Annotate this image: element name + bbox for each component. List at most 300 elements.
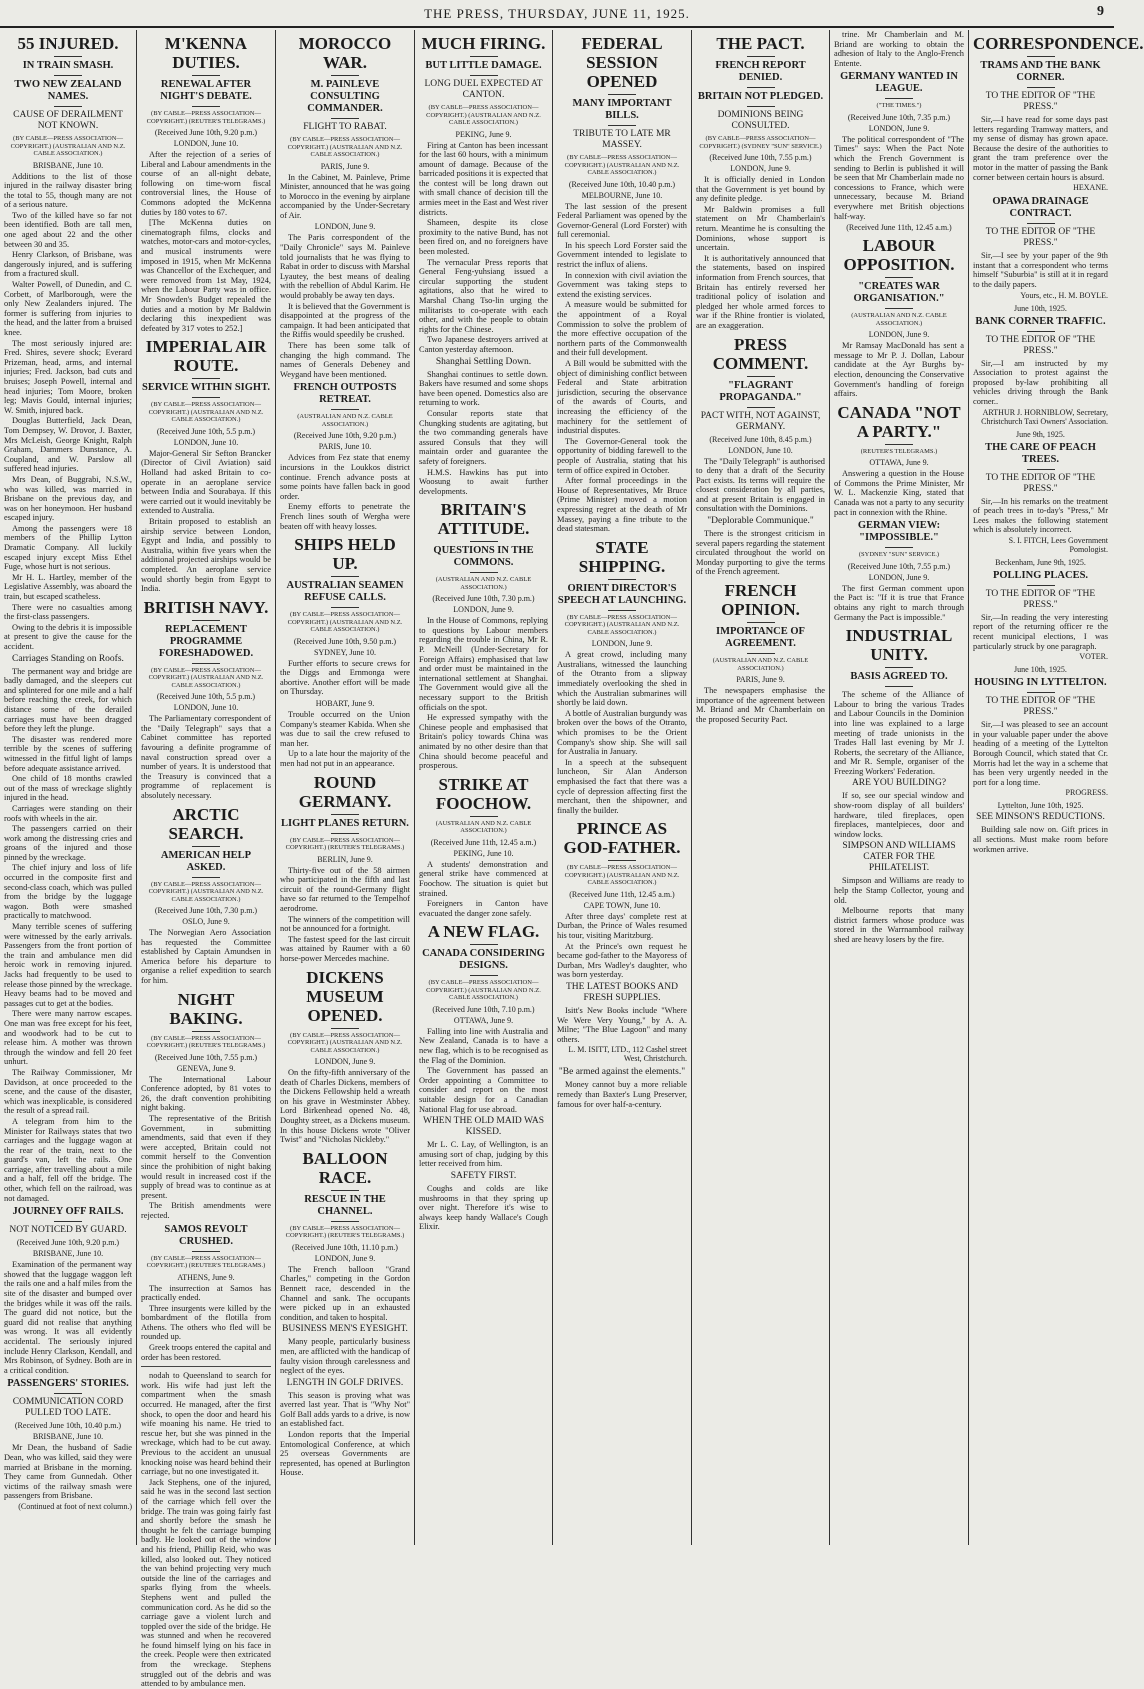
section-heading: Carriages Standing on Roofs.: [12, 653, 124, 664]
rule-dash: [470, 816, 498, 817]
cable-credit: (BY CABLE—PRESS ASSOCIATION—COPYRIGHT.) (AUSTRALIAN AND N.Z. CABLE ASSOCIATION.): [564, 864, 680, 887]
rule-dash: [1027, 223, 1055, 224]
dateline: BRISBANE, June 10.: [32, 1249, 104, 1259]
headline: CANADA "NOT A PARTY.": [837, 402, 961, 441]
paragraph: There were no casualties among the first-class passengers.: [4, 602, 132, 622]
column-6: [696, 30, 825, 1545]
paragraph: In the House of Commons, replying to questions by Labour members regarding the trouble in China, Mr R. P. McNeill (Under-Secretary for Foreign Affairs) emphasised that law and order must be maintained in the international settlement at Shanghai. The Government would give all the necessary support to the British officials on the spot.: [419, 616, 548, 712]
headline: BRITISH NAVY.: [143, 597, 269, 617]
rule-dash: [192, 620, 220, 621]
rule-dash: [192, 877, 220, 878]
cable-credit: (BY CABLE—PRESS ASSOCIATION—COPYRIGHT.) (AUSTRALIAN AND N.Z. CABLE ASSOCIATION.): [10, 135, 126, 157]
cable-credit: (BY CABLE—PRESS ASSOCIATION—COPYRIGHT.) (AUSTRALIAN AND N.Z. CABLE ASSOCIATION.): [287, 136, 403, 158]
headline: LABOUR OPPOSITION.: [843, 236, 955, 275]
paragraph: The political correspondent of "The Times" says: When the Pact Note which the French Government is sending to Berlin is published it will be seen that Mr Chamberlain made no concessions to France, which were unnecessary, because M. Briand everywhere met British objections half-way.: [834, 134, 964, 221]
paragraph: Major-General Sir Sefton Brancker (Director of Civil Aviation) said Holland had asked Britain to co-operate in an aeroplane service between India and Sourabaya. If this were carried out it would inevitably be extended to Australia.: [141, 448, 271, 516]
signature: S. I. FITCH, Lees Government Pomologist.: [1008, 535, 1108, 554]
dateline: LONDON, June 9.: [868, 123, 930, 133]
dateline: BRISBANE, June 10.: [32, 1432, 104, 1442]
cable-credit: (AUSTRALIAN AND N.Z. CABLE ASSOCIATION.): [297, 413, 393, 428]
cable-credit: (BY CABLE—PRESS ASSOCIATION—COPYRIGHT.) (REUTER'S TELEGRAMS.): [285, 1224, 405, 1240]
paragraph: [The McKenna duties on cinematograph films, clocks and watches, motor-cars and motor-cycles, and musical instruments were imposed in 1915, when Mr McKenna was Chancellor of the Exchequer, and were removed from 1st May, 1924, when the Labour Party was in office. Mr Snowden's Budget repealed the duties and a motion by Mr Baldwin declaring this inexpedient was defeated by 317 votes to 252.]: [141, 218, 271, 333]
section-heading: BUSINESS MEN'S EYESIGHT.: [282, 1324, 408, 1335]
paragraph: Two of the killed have so far not been identified. Both are tall men, one aged about 22 and the other between 30 and 35.: [4, 210, 132, 249]
paragraph: In connexion with civil aviation the Government was taking steps to extend the existing services.: [557, 270, 687, 299]
dateline: LONDON, June 9.: [314, 1253, 376, 1263]
received-time: (Received June 10th, 10.40 p.m.): [568, 179, 676, 189]
paragraph: Britain proposed to establish an airship service between London, Egypt and India, and possibly to Australia, within five years when the additional projected airships would be completed. An aeroplane service would shortly begin from Egypt to India.: [141, 516, 271, 594]
section-heading: PACT WITH, NOT AGAINST, GERMANY.: [700, 410, 821, 432]
subheadline: REPLACEMENT PROGRAMME FORESHADOWED.: [158, 623, 254, 659]
rule-dash: [331, 576, 359, 577]
column-rule: [136, 30, 137, 1545]
rule-dash: [331, 409, 359, 410]
subheadline: BUT LITTLE DAMAGE.: [425, 60, 542, 71]
subheadline: OPAWA DRAINAGE CONTRACT.: [992, 196, 1089, 220]
rule-dash: [1027, 692, 1055, 693]
headline: FRENCH OPINION.: [721, 581, 800, 620]
rule-dash: [54, 75, 82, 76]
paragraph: The representative of the British Government, in submitting amendments, said that even if they were accepted, Britain could not commit herself to the Convention since the prohibition of night baking would result in increased cost if the supply of bread was to continue as at present.: [141, 1113, 271, 1200]
received-time: (Received June 10th, 5.5 p.m.): [156, 692, 256, 702]
paragraph: There has been some talk of changing the high command. The names of Generals Debeney and Weygand have been mentioned.: [280, 341, 410, 379]
column-8: [973, 30, 1144, 1545]
headline: MUCH FIRING.: [421, 34, 546, 53]
paragraph: A measure would be submitted for the appointment of a Royal Commission to solve the problem of the more effective occupation of the northern parts of the Commonwealth and their full development.: [557, 300, 687, 358]
dateline: OTTAWA, June 9.: [869, 458, 929, 468]
rule-dash: [192, 846, 220, 847]
headline: SHIPS HELD UP.: [294, 535, 396, 574]
paragraph: Mr Ramsay MacDonald has sent a message to Mr P. J. Dollan, Labour candidate at the Ayr Burghs by-election, denouncing the Conservative Government's handling of foreign affairs.: [834, 341, 964, 399]
headline: BRITAIN'S ATTITUDE.: [437, 500, 530, 539]
dateline: LONDON, June 10.: [173, 437, 239, 447]
rule-dash: [331, 814, 359, 815]
rule-dash: [192, 1251, 220, 1252]
dateline: LONDON, June 9.: [453, 605, 514, 615]
headline: IMPERIAL AIR ROUTE.: [145, 337, 267, 376]
subheadline: BANK CORNER TRAFFIC.: [975, 315, 1106, 327]
received-time: (Received June 10th, 8.45 p.m.): [709, 434, 812, 444]
cable-credit: (BY CABLE—PRESS ASSOCIATION—COPYRIGHT.) (AUSTRALIAN AND N.Z. CABLE ASSOCIATION.): [426, 104, 541, 126]
section-heading: SEE MINSON'S REDUCTIONS.: [976, 812, 1105, 823]
dateline: LONDON, June 9.: [730, 164, 791, 173]
cable-credit: (REUTER'S TELEGRAMS.): [860, 447, 938, 455]
paragraph: There were many narrow escapes. One man was free except for his feet, and woodwork had to be cut to release him. A mother was thrown through the window and fell 20 feet unhurt.: [4, 1009, 132, 1067]
section-heading: FLIGHT TO RABAT.: [303, 122, 387, 132]
rule-dash: [885, 667, 913, 668]
paragraph: Two Japanese destroyers arrived at Canton yesterday afternoon.: [419, 335, 548, 354]
paragraph: Sir,—I see by your paper of the 9th instant that a correspondent who terms himself "Suburbia" is still at it in regard to the daily papers.: [973, 251, 1108, 289]
rule-dash: [470, 944, 498, 945]
column-7: [834, 30, 964, 1545]
paragraph: Trouble occurred on the Union Company's steamer Kabida. When she was due to sail the crew refused to man her.: [280, 710, 410, 748]
rule-dash: [470, 56, 498, 57]
headline: NIGHT BAKING.: [169, 989, 243, 1028]
paragraph: London reports that the Imperial Entomological Conference, at which 25 overseas Governments are represented, has opened at Burlington House.: [280, 1430, 410, 1478]
headline: PRINCE AS GOD-FATHER.: [563, 819, 681, 858]
dateline: GENEVA, June 9.: [176, 1063, 236, 1073]
received-time: (Received June 10th, 7.55 p.m.): [709, 153, 812, 162]
headline: M'KENNA DUTIES.: [164, 34, 248, 72]
subheadline: THE CARE OF PEACH TREES.: [985, 441, 1096, 465]
signature: ARTHUR J. HORNIBLOW, Secretary, Christchurch Taxi Owners' Association.: [981, 407, 1108, 426]
received-time: Beckenham, June 9th, 1925.: [995, 557, 1086, 567]
cable-credit: (BY CABLE—PRESS ASSOCIATION—COPYRIGHT.) (SYDNEY "SUN" SERVICE.): [699, 135, 822, 150]
rule-dash: [747, 407, 775, 408]
cable-credit: (AUSTRALIAN AND N.Z. CABLE ASSOCIATION.): [435, 576, 532, 591]
paragraph: The newspapers emphasise the importance of the agreement between M. Briand and Mr Chamberlain on the proposed Security Pact.: [696, 686, 825, 724]
paragraph: After three days' complete rest at Durban, the Prince of Wales resumed his tour, visiting Maritzburg.: [557, 911, 687, 940]
headline: MOROCCO WAR.: [298, 34, 392, 72]
masthead: [0, 0, 1114, 28]
paragraph: Walter Powell, of Dunedin, and C. Corbett, of Marlborough, were the only New Zealanders injured. The former is suffering from injuries to the head, and the latter from a bruised knee.: [4, 280, 132, 337]
paragraph: It is believed that the Government is disappointed at the progress of the campaign. It had been anticipated that the Riffis would speedily be crushed.: [280, 301, 410, 340]
section-heading: NOT NOTICED BY GUARD.: [9, 1225, 127, 1236]
headline: PRESS COMMENT.: [712, 334, 809, 373]
paragraph: The last session of the present Federal Parliament was opened by the Governor-General (Lord Forster) with full ceremonial.: [557, 201, 687, 240]
paragraph: After the rejection of a series of Liberal and Labour amendments in the course of an all-night debate, following on time-worn fiscal controversial lines, the House of Commons adopted the McKenna duties by 180 votes to 67.: [141, 150, 272, 217]
subheadline: CANADA CONSIDERING DESIGNS.: [422, 948, 545, 972]
rule-dash: [608, 860, 636, 861]
paragraph: The insurrection at Samos has practically ended.: [141, 1283, 271, 1303]
paragraph: Answering a question in the House of Commons the Prime Minister, Mr W. L. Mackenzie King, stated that Canada was not a party to any security pact in connexion with the Rhine.: [834, 469, 964, 517]
paragraph: Three insurgents were killed by the bombardment of the flotilla from Athens. The others who fled will be rounded up.: [141, 1303, 271, 1342]
section-heading: "Be armed against the elements.": [558, 1067, 686, 1078]
section-heading: TO THE EDITOR OF "THE PRESS.": [985, 472, 1096, 494]
dateline: PARIS, June 10.: [318, 442, 372, 452]
rule-dash: [885, 308, 913, 309]
paragraph: H.M.S. Hawkins has put into Woosung to await further developments.: [419, 467, 548, 496]
rule-dash: [747, 87, 775, 88]
paragraph: Mrs Dean, of Buggrabi, N.S.W., who was killed, was married in Brisbane on the previous day, and was on her honeymoon. Her husband escaped injury.: [4, 474, 132, 523]
dateline: PEKING, June 9.: [455, 129, 512, 139]
paragraph: Examination of the permanent way showed that the luggage waggon left the rails one and a half miles from the site of the disaster and bumped over the bridges while it was off the rails. The guard did not notice, but the guard did not realise that anything was wrong. It was all evidently accidental. The seriously injured include Henry Clarkson, Kendall, and Mrs Robinson, of Sydney. Both are in a critical condition.: [4, 1260, 132, 1375]
subheadline: FRENCH OUTPOSTS RETREAT.: [293, 382, 397, 406]
signature: VOTER.: [1079, 652, 1108, 662]
subheadline: POLLING PLACES.: [992, 569, 1089, 581]
rule-dash: [192, 75, 220, 76]
paragraph: It is officially denied in London that the Government is yet bound by any definite pledge.: [696, 175, 825, 204]
received-time: (Received June 10th, 7.55 p.m.): [847, 561, 951, 571]
column-3: [280, 30, 410, 1545]
headline: DICKENS MUSEUM OPENED.: [306, 967, 384, 1025]
paragraph: Consular reports state that Chungking students are agitating, but the two commanding generals have assured Consuls that they will maintain order and guarantee the safety of foreigners.: [419, 408, 548, 466]
masthead-title: THE PRESS, THURSDAY, JUNE 11, 1925.: [424, 6, 690, 21]
cable-credit: (BY CABLE—PRESS ASSOCIATION—COPYRIGHT.) (AUSTRALIAN AND N.Z. CABLE ASSOCIATION.): [426, 979, 541, 1002]
paragraph: Additions to the list of those injured in the railway disaster bring the total to 55, though many are not of a serious nature.: [4, 171, 132, 210]
dateline: LONDON, June 9.: [868, 572, 930, 582]
dateline: CAPE TOWN, June 10.: [583, 900, 661, 910]
dateline: ATHENS, June 9.: [177, 1272, 235, 1282]
rule-dash: [747, 653, 775, 654]
rule-dash: [885, 98, 913, 99]
rule-dash: [747, 622, 775, 623]
cable-credit: (BY CABLE—PRESS ASSOCIATION—COPYRIGHT.) (AUSTRALIAN AND N.Z. CABLE ASSOCIATION.): [148, 880, 264, 903]
received-time: June 9th, 1925.: [1016, 429, 1065, 439]
cable-credit: (BY CABLE—PRESS ASSOCIATION—COPYRIGHT.) (AUSTRALIAN AND N.Z. CABLE ASSOCIATION.): [564, 613, 680, 636]
rule-dash: [470, 572, 498, 573]
rule-dash: [331, 1221, 359, 1222]
paragraph: This season is proving what was averred last year. That is "Why Not" Golf Ball adds yards to a drive, is now an established fact.: [280, 1390, 410, 1429]
subheadline: BRITAIN NOT PLEDGED.: [697, 91, 824, 102]
column-5: [557, 30, 687, 1545]
received-time: (Received June 10th, 7.30 p.m.): [154, 906, 258, 916]
subheadline: JOURNEY OFF RAILS.: [12, 1206, 124, 1218]
paragraph: At the Prince's own request he became god-father to the Mayoress of Durban, Mrs Wadley's daughter, who was born yesterday.: [557, 941, 687, 980]
headline: STRIKE AT FOOCHOW.: [435, 774, 532, 813]
page-number: 9: [1097, 4, 1104, 19]
paragraph: Further efforts to secure crews for the Diggs and Ernmonga were abortive. Another effort will be made on Thursday.: [280, 658, 410, 697]
dateline: MELBOURNE, June 10.: [581, 190, 663, 200]
cable-credit: (SYDNEY "SUN" SERVICE.): [858, 551, 940, 559]
paragraph: He expressed sympathy with the Chinese people and emphasised that Britain's policy towards China was animated by no other desire than that China should become peaceful and prosperous.: [419, 713, 548, 771]
section-heading: LENGTH IN GOLF DRIVES.: [286, 1377, 404, 1388]
paragraph: The French balloon "Grand Charles," competing in the Gordon Bennett race, descended in the Channel and sank. The occupants were picked up in an exhausted condition, and taken to hospital.: [280, 1264, 410, 1322]
section-heading: SAFETY FIRST.: [450, 1170, 517, 1181]
paragraph: Sir,—I was pleased to see an account in your valuable paper under the above heading of a meeting of the Lyttelton Borough Council, which stated that Cr. Morris had let the way in a scheme that has been very urgently needed in the port for a long time.: [973, 720, 1108, 787]
cable-credit: (AUSTRALIAN AND N.Z. CABLE ASSOCIATION.): [851, 312, 947, 327]
received-time: (Received June 10th, 10.40 p.m.): [14, 1421, 122, 1431]
rule-dash: [54, 56, 82, 57]
subheadline: TRAMS AND THE BANK CORNER.: [980, 60, 1101, 83]
rule-dash: [885, 547, 913, 548]
section-heading: TO THE EDITOR OF "THE PRESS.": [985, 588, 1096, 610]
paragraph: The most seriously injured are: Fred. Shires, severe shock; Everard Prizeman, head, arms, and internal injuries; Fred. Jackson, bad cuts and bruises; Joseph Powell, internal and head injuries; Tom Moore, broken leg; Mavis Gould, internal injuries; W. Smith, injured back.: [4, 338, 132, 415]
column-4: [419, 30, 548, 1545]
paragraph: Carriages were standing on their roofs with wheels in the air.: [4, 803, 132, 823]
rule-dash: [192, 378, 220, 379]
rule-dash: [54, 1221, 82, 1222]
headline: ARCTIC SEARCH.: [168, 804, 244, 843]
received-time: (Received June 11th, 12.45 a.m.): [569, 889, 675, 899]
paragraph: Money cannot buy a more reliable remedy than Baxter's Lung Preserver, famous for over half-a-century.: [557, 1080, 687, 1109]
paragraph: Enemy efforts to penetrate the French lines south of Wergha were beaten off with heavy losses.: [280, 502, 410, 531]
column-rule: [275, 30, 276, 1545]
cable-credit: (BY CABLE—PRESS ASSOCIATION—COPYRIGHT.) (AUSTRALIAN AND N.Z. CABLE ASSOCIATION.): [148, 666, 264, 689]
paragraph: The Railway Commissioner, Mr Davidson, at once proceeded to the scene, and the cause of the disaster, which was inexplicable, is considered the result of a spread rail.: [4, 1067, 132, 1116]
rule-dash: [192, 106, 220, 107]
received-time: (Received June 10th, 9.20 p.m.): [154, 128, 258, 137]
rule-dash: [1027, 87, 1055, 88]
paragraph: A students' demonstration and general strike have commenced at Foochow. The situation is quiet but strained.: [419, 859, 548, 898]
paragraph: Simpson and Williams are ready to help the Stamp Collector, young and old.: [834, 876, 964, 905]
dateline: PARIS, June 9.: [320, 161, 370, 171]
headline: THE PACT.: [716, 34, 805, 53]
paragraph: The International Labour Conference adopted, by 81 votes to 26, the draft convention prohibiting night baking.: [141, 1074, 271, 1113]
column-rule: [691, 30, 692, 1545]
section-heading: WHEN THE OLD MAID WAS KISSED.: [422, 1116, 545, 1138]
paragraph: In his speech Lord Forster said the Government intended to legislate to restrict the influx of aliens.: [557, 240, 687, 270]
subheadline: IMPORTANCE OF AGREEMENT.: [716, 626, 805, 650]
rule-dash: [331, 75, 359, 76]
paragraph: A telegram from him to the Minister for Railways states that two carriages and the luggage wagon at the rear of the train, next to the guard's van, left the rails. One carriage, after travelling about a mile and a half, fell off the bridge. The other, which fell on the railroad, was not damaged.: [4, 1116, 132, 1203]
subheadline: GERMAN VIEW: "IMPOSSIBLE.": [857, 520, 941, 544]
rule-dash: [1027, 469, 1055, 470]
headline: FEDERAL SESSION OPENED: [581, 34, 663, 91]
section-heading: Shanghai Settling Down.: [435, 356, 532, 367]
received-time: (Received June 11th, 12.45 a.m.): [846, 223, 952, 233]
received-time: (Received June 11th, 12.45 a.m.): [430, 837, 537, 847]
subheadline: AMERICAN HELP ASKED.: [160, 849, 252, 873]
rule-dash: [1027, 331, 1055, 332]
column-2: [141, 30, 272, 1689]
paragraph: Mr L. C. Lay, of Wellington, is an amusing sort of chap, judging by this letter received from him.: [419, 1140, 548, 1169]
paragraph: The "Daily Telegraph" is authorised to deny that a draft of the Security Pact exists. Its terms will require the closest consideration by all parties, and at present Britain is engaged in consultation with the Dominions.: [696, 456, 825, 514]
subheadline: "FLAGRANT PROPAGANDA.": [719, 379, 802, 403]
section-heading: TO THE EDITOR OF "THE PRESS.": [985, 334, 1096, 356]
headline: ROUND GERMANY.: [298, 772, 392, 811]
subheadline: ORIENT DIRECTOR'S SPEECH AT LAUNCHING.: [557, 582, 687, 606]
cable-credit: (BY CABLE—PRESS ASSOCIATION—COPYRIGHT.) (REUTER'S TELEGRAMS.): [146, 1034, 266, 1050]
paragraph: A bottle of Australian burgundy was broken over the bows of the Otranto, which promises to be the Orient Company's show ship. She will sail for Australia in January.: [557, 708, 687, 757]
subheadline: SERVICE WITHIN SIGHT.: [142, 382, 270, 394]
subheadline: RESCUE IN THE CHANNEL.: [304, 1193, 386, 1217]
dateline: LONDON, June 9.: [314, 222, 376, 232]
subheadline: IN TRAIN SMASH.: [22, 60, 114, 71]
cable-credit: ("THE TIMES."): [876, 102, 922, 110]
subheadline: QUESTIONS IN THE COMMONS.: [433, 545, 534, 569]
dateline: LONDON, June 10.: [728, 445, 793, 455]
subheadline: BASIS AGREED TO.: [850, 671, 948, 683]
section-heading: "Deplorable Communique.": [707, 516, 814, 527]
paragraph: Many terrible scenes of suffering were witnessed by the early arrivals. Passengers from the front portion of the train and ambulance men did heroic work in removing injured. Jacks had frequently to be used to release those pinned by the wreckage. Heavy beams had to be moved and passages cut to get at the bodies.: [4, 922, 132, 1008]
paragraph: Sir,—I am instructed by my Association to protest against the proposed by-law prohibiting all vehicles driving through the Bank corner..: [973, 358, 1108, 406]
rule-dash: [885, 686, 913, 687]
signature: L. M. ISITT, LTD., 112 Cashel street West, Christchurch.: [568, 1045, 687, 1064]
rule-dash: [608, 610, 636, 611]
cable-credit: (BY CABLE—PRESS ASSOCIATION—COPYRIGHT.) (AUSTRALIAN AND N.Z. CABLE ASSOCIATION.): [564, 154, 680, 176]
paragraph: The passengers carried on their work among the distressing cries and groans of the injured and those pinned by the wreckage.: [4, 824, 132, 862]
cable-credit: (AUSTRALIAN AND N.Z. CABLE ASSOCIATION.): [435, 819, 532, 835]
paragraph: Sir,—I have read for some days past letters regarding Tramway matters, and my sense of dismay has grown apace. Because the desire of the authorities to grant the tram preference over the motor in the matter of passing the Bank corner between certain hours is absurd.: [973, 115, 1108, 182]
paragraph: Up to a late hour the majority of the men had not put in an appearance.: [280, 749, 410, 768]
paragraph: Mr Baldwin promises a full statement on Mr Chamberlain's return. Meantime he is consulting the Dominions, whose support is uncertain.: [696, 204, 825, 253]
received-time: (Received June 10th, 7.55 p.m.): [154, 1052, 258, 1062]
paragraph: The British amendments were rejected.: [141, 1201, 271, 1220]
paragraph: The chief injury and loss of life occurred in the composite first and second-class coach, which was pulled from the bridge by the luggage wagon. Both were smashed practically to matchwood.: [4, 863, 132, 921]
section-heading: LONG DUEL EXPECTED AT CANTON.: [424, 79, 543, 100]
rule-dash: [54, 1393, 82, 1394]
received-time: (Received June 10th, 7.10 p.m.): [432, 1004, 535, 1014]
column-rule: [829, 30, 830, 1545]
column-1: [4, 30, 132, 1545]
paragraph: The Norwegian Aero Association has requested the Committee established by Captain Amundsen in America before his departure to organise a relief expedition to search for him.: [141, 928, 271, 985]
headline: STATE SHIPPING.: [578, 537, 666, 576]
rule-dash: [331, 1028, 359, 1029]
section-heading: SIMPSON AND WILLIAMS CATER FOR THE PHILATELIST.: [842, 841, 956, 874]
rule-dash: [470, 541, 498, 542]
paragraph: The vernacular Press reports that General Feng-yuhsiang issued a circular supporting the student agitations, also that he wired to Marshal Chang Tso-lin urging the militarists to co-operate with each other, and with the people to obtain rights for the Chinese.: [419, 257, 548, 334]
dateline: LONDON, June 9.: [314, 1057, 376, 1066]
paragraph: The fastest speed for the last circuit was attained by Raumer with a 60 horse-power Mercedes machine.: [280, 934, 410, 963]
section-heading: CAUSE OF DERAILMENT NOT KNOWN.: [13, 110, 123, 131]
cable-credit: (BY CABLE—PRESS ASSOCIATION—COPYRIGHT.) (REUTER'S TELEGRAMS.): [146, 1254, 266, 1269]
dateline: PEKING, June 10.: [453, 848, 514, 858]
rule-dash: [192, 1031, 220, 1032]
paragraph: There is the strongest criticism in several papers regarding the statement circulated throughout the world on Monday purporting to give the terms of the French agreement.: [696, 529, 825, 577]
signature: Yours, etc., H. M. BOYLE.: [1020, 290, 1108, 300]
headline: 55 INJURED.: [17, 34, 119, 53]
paragraph: Thirty-five out of the 58 airmen who participated in the fifth and last circuit of the round-Germany flight have so far returned to the Tempelhof aerodrome.: [280, 865, 410, 913]
rule-dash: [885, 444, 913, 445]
signature: (Continued at foot of next column.): [18, 1501, 132, 1511]
paragraph: The winners of the competition will not be announced for a fortnight.: [280, 914, 410, 934]
received-time: (Received June 10th, 7.35 p.m.): [847, 112, 951, 122]
paragraph: The scheme of the Alliance of Labour to bring the various Trades and Labour Councils in the Dominion into line was explained to a large meeting of trade unionists in the Trades Hall last evening by Mr J. Roberts, the secretary of the Alliance, and Mr R. Semple, organiser of the Freezing Workers' Federation.: [834, 690, 964, 776]
paragraph: Coughs and colds are like mushrooms in that they spring up over night. Therefore it's wise to always keep handy Wallace's Cough Elixir.: [419, 1183, 548, 1232]
section-heading: ARE YOU BUILDING?: [851, 778, 947, 789]
rule-dash: [470, 975, 498, 976]
cable-credit: (BY CABLE—PRESS ASSOCIATION—COPYRIGHT.) (REUTER'S TELEGRAMS.): [146, 110, 266, 125]
paragraph: A great crowd, including many Australians, witnessed the launching of the Otranto from a slipway immediately overlooking the shed in which the Australian submarines will shortly be laid down.: [557, 650, 687, 708]
paragraph: In the Cabinet, M. Painleve, Prime Minister, announced that he was going to Morocco in the evening by airplane accompanied by the Under-Secretary of Air.: [280, 172, 410, 220]
rule-dash: [608, 579, 636, 580]
paragraph: Shameen, despite its close proximity to the native Bund, has not been fired on, and no foreigners have been molested.: [419, 218, 548, 257]
subheadline: RENEWAL AFTER NIGHT'S DEBATE.: [160, 79, 252, 102]
cable-credit: (BY CABLE—PRESS ASSOCIATION—COPYRIGHT.) (AUSTRALIAN AND N.Z. CABLE ASSOCIATION.): [287, 1031, 403, 1054]
paragraph: Douglas Butterfield, Jack Dean, Tom Dempsey, W. Drovor, J. Baxter, Mrs McLeish, George Knight, Ralph Graham, Dammers Dunstance, A. Coupland, and W. Parslow all suffered head injuries.: [4, 416, 132, 474]
paragraph: Owing to the debris it is impossible at present to give the cause for the accident.: [4, 622, 132, 651]
rule-dash: [54, 106, 82, 107]
received-time: June 10th, 1925.: [1014, 303, 1067, 313]
paragraph: Sir,—In his remarks on the treatment of peach trees in to-day's "Press," Mr Lees makes the following statement which is absolutely incorrect.: [973, 496, 1108, 535]
section-heading: TO THE EDITOR OF "THE PRESS.": [985, 696, 1096, 718]
signature: PROGRESS.: [1065, 788, 1108, 798]
cable-credit: (BY CABLE—PRESS ASSOCIATION—COPYRIGHT.) (REUTER'S TELEGRAMS.): [285, 836, 405, 852]
paragraph: Advices from Fez state that enemy incursions in the Loukkos district continue. French advance posts at some points have fallen back in good order.: [280, 453, 410, 501]
rule-dash: [608, 94, 636, 95]
rule-dash: [747, 56, 775, 57]
dateline: PARIS, June 9.: [736, 675, 785, 685]
dateline: LONDON, June 9.: [868, 330, 930, 340]
dateline: LONDON, June 10.: [173, 139, 239, 148]
rule-dash: [747, 106, 775, 107]
rule-dash: [1027, 585, 1055, 586]
dateline: SYDNEY, June 10.: [313, 647, 377, 657]
paragraph: The Government has passed an Order appointing a Committee to consider and report on the most suitable design for a Canadian National Flag for use abroad.: [419, 1066, 548, 1114]
received-time: (Received June 10th, 11.10 p.m.): [292, 1242, 398, 1252]
section-heading: TO THE EDITOR OF "THE PRESS.": [985, 227, 1096, 249]
section-heading: TO THE EDITOR OF "THE PRESS.": [985, 91, 1096, 112]
subheadline: GERMANY WANTED IN LEAGUE.: [840, 71, 958, 95]
headline: CORRESPONDENCE.: [973, 34, 1144, 53]
paragraph: One child of 18 months crawled out of the mass of wreckage slightly injured in the head.: [4, 774, 132, 803]
dateline: OSLO, June 9.: [182, 917, 230, 927]
paragraph: On the fifty-fifth anniversary of the death of Charles Dickens, members of the Dickens Fellowship held a wreath on his grave in Westminster Abbey. Lord Birkenhead opened No. 48, Doughty street, as a Dickens museum. In this house Dickens wrote "Oliver Twist" and "Nicholas Nickleby.": [280, 1068, 410, 1145]
dateline: OTTAWA, June 9.: [453, 1015, 514, 1025]
dateline: HOBART, June 9.: [315, 699, 375, 708]
paragraph: Sir,—In reading the very interesting report of the returning officer re the recent municipal elections, I was particularly struck by one paragraph.: [973, 612, 1108, 651]
section-divider: [141, 1366, 271, 1367]
paragraph: Among the passengers were 18 members of the Phillip Lytton Dramatic Company. All luckily escaped injury except Miss Ethel Fuge, whose hurt is not serious.: [4, 523, 132, 572]
received-time: (Received June 10th, 5.5 p.m.): [156, 426, 256, 436]
paragraph: It is authoritatively announced that the statements, based on inspired information from French sources, that Britain has entirely reversed her traditional policy of isolation and pledged her whole armed forces to war if the Rhine frontier is violated, are an exaggeration.: [696, 253, 825, 330]
column-rule: [552, 30, 553, 1545]
rule-dash: [1027, 56, 1055, 57]
paragraph: The disaster was rendered more terrible by the scenes of suffering witnessed in the fitful light of lamps before adequate assistance arrived.: [4, 734, 132, 773]
subheadline: MANY IMPORTANT BILLS.: [572, 98, 672, 121]
subheadline: M. PAINLEVE CONSULTING COMMANDER.: [307, 79, 383, 114]
paragraph: Falling into line with Australia and New Zealand, Canada is to have a new flag, which is to be recognised as the Flag of the Dominion.: [419, 1026, 548, 1065]
paragraph: In a speech at the subsequent luncheon, Sir Alan Anderson emphasised the fact that there was a cycle of depression affecting first the merchant, then the shipowner, and finally the builder.: [557, 757, 687, 815]
signature: HEXANE.: [1073, 183, 1108, 193]
dateline: BERLIN, June 9.: [317, 854, 373, 864]
cable-credit: (AUSTRALIAN AND N.Z. CABLE ASSOCIATION.): [712, 657, 809, 672]
paragraph: trine. Mr Chamberlain and M. Briand are working to obtain the adhesion of Italy to the Anglo-French Entente.: [834, 30, 964, 68]
paragraph: After formal proceedings in the House of Representatives, Mr Bruce (Prime Minister) moved a motion expressing regret at the death of Mr Massey, paying a fine tribute to the dead statesman.: [557, 476, 687, 534]
headline: A NEW FLAG.: [427, 922, 540, 942]
paragraph: Mr H. L. Hartley, member of the Legislative Assembly, was aboard the train, but escaped scatheless.: [4, 572, 132, 602]
